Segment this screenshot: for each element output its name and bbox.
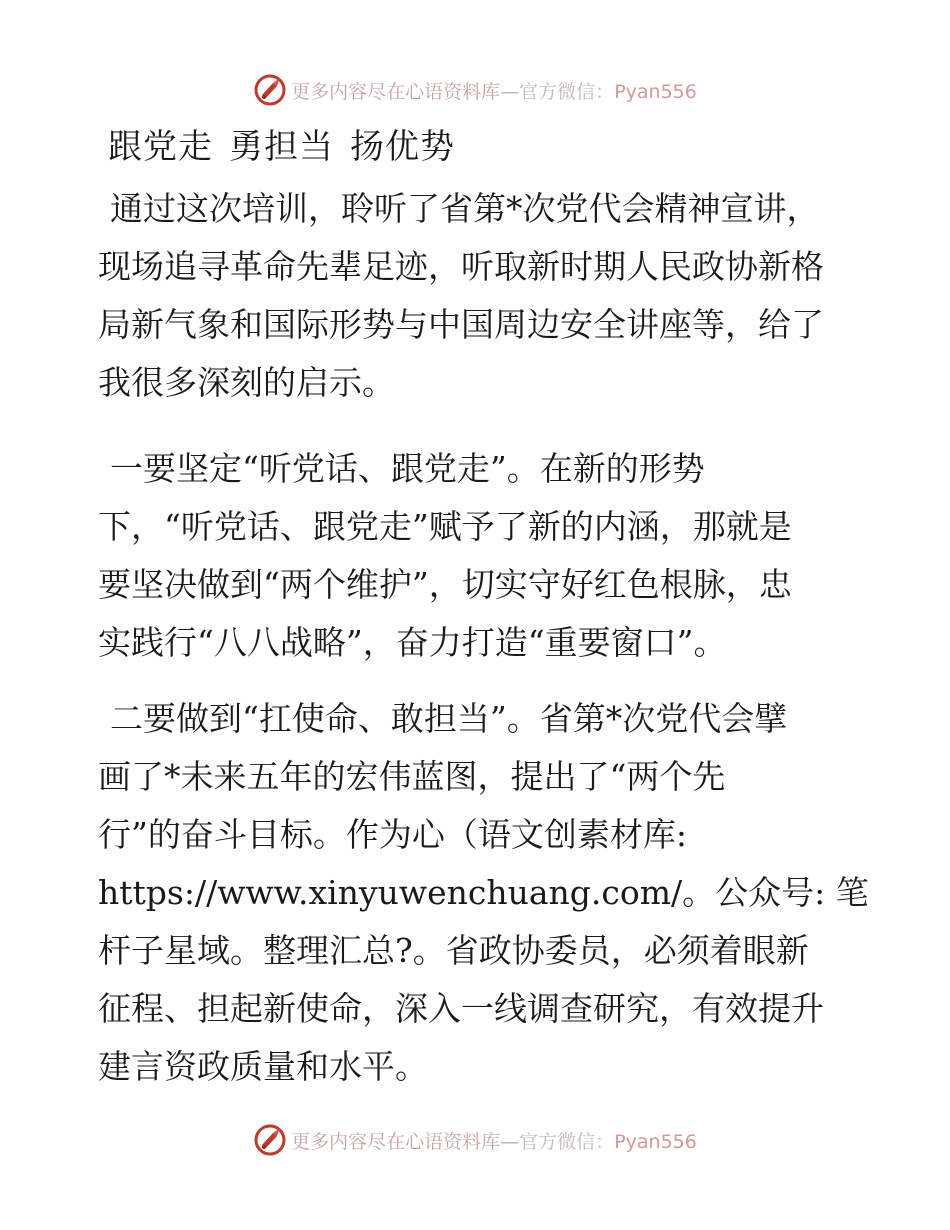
text-line-url: https://www.xinyuwenchuang.com/。公众号: 笔 [98,873,869,912]
banner-separator: — [500,80,520,103]
title-part: 勇担当 [229,127,334,167]
banner-main-text: 更多内容尽在心语资料库 [291,1130,501,1153]
text-line: 杆子星域。整理汇总?。省政协委员，必须着眼新 [98,931,809,970]
header-banner [0,70,950,110]
logo-icon [253,73,287,107]
text-line: 行”的奋斗目标。作为心（语文创素材库: [98,815,687,854]
banner-main-text: 更多内容尽在心语资料库 [291,80,501,103]
paragraph-first-point [98,440,858,672]
text-line: 现场追寻革命先辈足迹，听取新时期人民政协新格 [98,247,824,286]
document-title [108,122,471,172]
title-part: 跟党走 [108,127,213,167]
text-line: 实践行“八八战略”，奋力打造“重要窗口”。 [98,623,727,662]
text-line: 我很多深刻的启示。 [98,363,395,402]
paragraph-intro [98,180,858,412]
banner-wechat-label: 官方微信： [519,1130,615,1153]
text-line: 画了*未来五年的宏伟蓝图，提出了“两个先 [98,757,726,796]
banner-separator: — [500,1130,520,1153]
banner-wechat-label: 官方微信： [519,80,615,103]
paragraph-second-point [98,690,869,1096]
text-line: 局新气象和国际形势与中国周边安全讲座等，给了 [98,305,824,344]
text-line: 征程、担起新使命，深入一线调查研究，有效提升 [98,989,824,1028]
title-part: 扬优势 [350,127,455,167]
banner-wechat-id: Pyan556 [614,1130,697,1153]
text-line: 要坚决做到“两个维护”，切实守好红色根脉，忠 [98,565,792,604]
logo-icon [253,1123,287,1157]
banner-wechat-id: Pyan556 [614,80,697,103]
text-line: 下，“听党话、跟党走”赋予了新的内涵，那就是 [98,507,792,546]
text-line: 建言资政质量和水平。 [98,1047,428,1086]
text-line: 通过这次培训，聆听了省第*次党代会精神宣讲， [110,189,820,228]
text-line: 一要坚定“听党话、跟党走”。在新的形势 [110,449,705,488]
text-line: 二要做到“扛使命、敢担当”。省第*次党代会擘 [110,699,788,738]
footer-banner [0,1120,950,1160]
